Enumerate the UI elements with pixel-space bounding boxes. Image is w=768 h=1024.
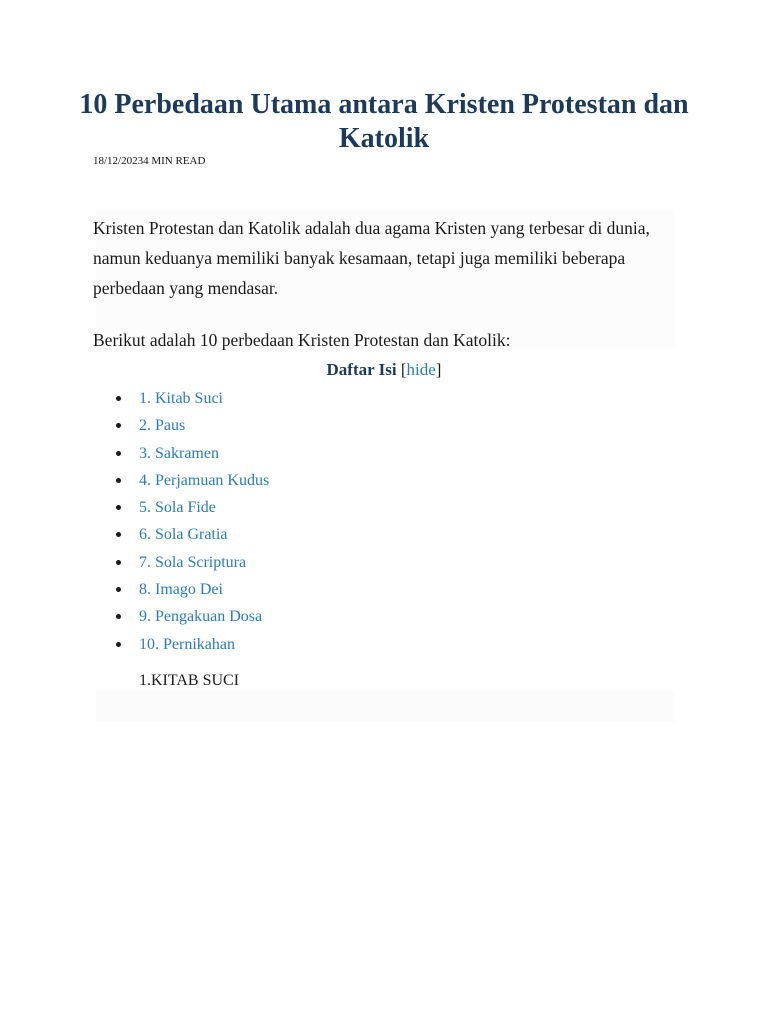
toc-link-sakramen[interactable]: 3. Sakramen	[139, 444, 219, 462]
toc-link-perjamuan-kudus[interactable]: 4. Perjamuan Kudus	[139, 471, 270, 489]
toc-item	[0, 521, 269, 548]
bullet-icon	[116, 423, 121, 428]
toc-item	[0, 494, 269, 521]
toc-item	[0, 603, 269, 630]
toc-open-bracket: [	[400, 360, 407, 379]
toc-item	[0, 549, 269, 576]
section-heading: 1.KITAB SUCI	[139, 672, 240, 689]
toc-item	[0, 576, 269, 603]
toc-item	[0, 467, 269, 494]
lead-in-paragraph: Berikut adalah 10 perbedaan Kristen Protestan dan Katolik:	[93, 330, 511, 350]
toc-item	[0, 385, 269, 412]
toc-close-bracket: ]	[435, 360, 442, 379]
bullet-icon	[116, 560, 121, 565]
bullet-icon	[116, 532, 121, 537]
intro-paragraph: Kristen Protestan dan Katolik adalah dua agama Kristen yang terbesar di dunia, namun keduanya memiliki banyak kesamaan, tetapi juga memiliki beberapa perbedaan yang mendasar.	[93, 218, 650, 298]
bullet-icon	[116, 614, 121, 619]
toc-list	[0, 385, 269, 658]
toc-link-pengakuan-dosa[interactable]: 9. Pengakuan Dosa	[139, 608, 263, 626]
toc-item	[0, 412, 269, 439]
bullet-icon	[116, 587, 121, 592]
bullet-icon	[116, 642, 121, 647]
bullet-icon	[116, 478, 121, 483]
toc-link-kitab-suci[interactable]: 1. Kitab Suci	[139, 390, 223, 407]
toc-link-sola-gratia[interactable]: 6. Sola Gratia	[139, 526, 228, 544]
toc-link-imago-dei[interactable]: 8. Imago Dei	[139, 581, 223, 599]
toc-title: Daftar Isi	[326, 360, 397, 379]
page-title: 10 Perbedaan Utama antara Kristen Protestan dan Katolik	[79, 89, 689, 154]
toc-link-sola-fide[interactable]: 5. Sola Fide	[139, 499, 216, 517]
bullet-icon	[116, 396, 121, 401]
toc-link-sola-scriptura[interactable]: 7. Sola Scriptura	[139, 553, 247, 571]
article-meta: 18/12/20234 MIN READ	[93, 155, 206, 167]
toc-item	[0, 440, 269, 467]
bullet-icon	[116, 451, 121, 456]
toc-item	[0, 631, 269, 658]
section-background	[96, 690, 674, 722]
toc-link-paus[interactable]: 2. Paus	[139, 417, 186, 435]
bullet-icon	[116, 505, 121, 510]
toc-hide-link[interactable]: hide	[406, 360, 436, 379]
toc-header	[0, 358, 768, 382]
toc-link-pernikahan[interactable]: 10. Pernikahan	[139, 635, 235, 653]
